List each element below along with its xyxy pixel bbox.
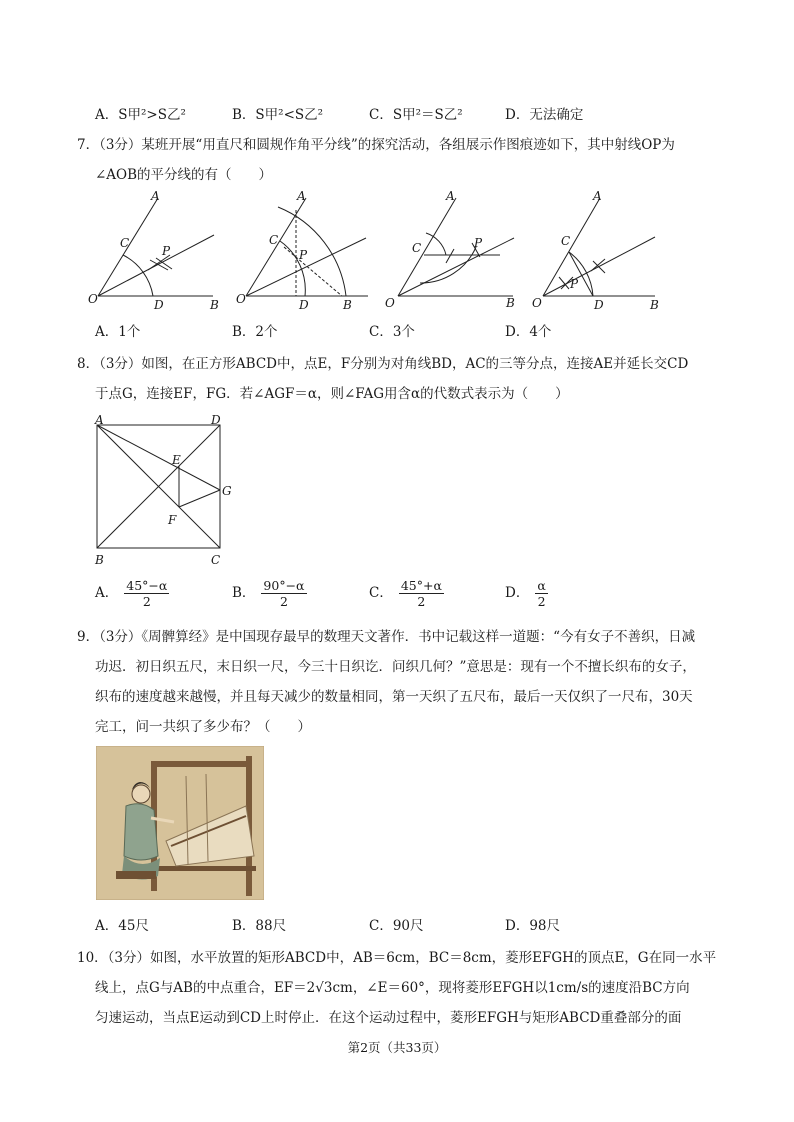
- q7-f2-label-b: B: [343, 298, 352, 312]
- q7-f1-label-o: O: [88, 292, 98, 306]
- q7-f2-label-c: C: [269, 233, 279, 247]
- q8-option-b: B． $\frac{90^\circ-\alpha}{2}$: [232, 578, 305, 609]
- q7-option-c: C．3个: [369, 324, 415, 340]
- q8-label-d: D: [211, 413, 221, 427]
- q8-figure: [88, 412, 248, 572]
- q9-line-4: 完工，问一共织了多少布？（ ）: [95, 719, 311, 735]
- q7-f2-label-a: A: [297, 189, 306, 203]
- q8-option-a: A． $\frac{45^\circ-\alpha}{2}$: [95, 578, 168, 609]
- q9-line-2: 功迟．初日织五尺，末日织一尺，今三十日织讫．问织几何？”意思是：现有一个不擅长织布的女子，: [95, 659, 696, 675]
- q7-f4-label-a: A: [593, 189, 602, 203]
- q8-label-b: B: [95, 553, 104, 567]
- q7-figure-2: [246, 198, 368, 296]
- q7-f1-label-p: P: [162, 244, 171, 258]
- q7-option-b: B．2个: [232, 324, 278, 340]
- q7-f3-label-p: P: [474, 236, 483, 250]
- q7-f2-label-d: D: [299, 298, 309, 312]
- q6-option-d: D．无法确定: [505, 107, 584, 123]
- q10-line-2: 线上，点G与AB的中点重合，EF＝2√3cm，∠E＝60°，现将菱形EFGH以1cm/s的速度沿BC方向: [95, 980, 690, 996]
- q7-f3-label-a: A: [446, 189, 455, 203]
- q8-line-1: 8．（3分）如图，在正方形ABCD中，点E，F分别为对角线BD，AC的三等分点，连接AE并延长交CD: [77, 356, 689, 372]
- q7-f2-label-o: O: [236, 292, 246, 306]
- q9-option-a: A．45尺: [95, 918, 149, 934]
- q10-line-3: 匀速运动，当点E运动到CD上时停止．在这个运动过程中，菱形EFGH与矩形ABCD重叠部分的面: [95, 1010, 682, 1026]
- q8-label-g: G: [222, 484, 232, 498]
- q9-weaving-painting: [96, 746, 264, 900]
- q8-label-c: C: [211, 553, 221, 567]
- q7-figure-4: [543, 198, 655, 296]
- q8-option-c: C． $\frac{45^\circ+\alpha}{2}$: [369, 578, 442, 609]
- q7-f1-label-a: A: [151, 189, 160, 203]
- q7-f1-label-d: D: [154, 298, 164, 312]
- q7-option-d: D．4个: [505, 324, 552, 340]
- q7-line-1: 7．（3分）某班开展“用直尺和圆规作角平分线”的探究活动，各组展示作图痕迹如下，其中射线OP为: [77, 137, 675, 153]
- q7-figure-1: [98, 198, 214, 296]
- q6-option-c: C．S甲²＝S乙²: [369, 107, 463, 123]
- q7-f4-label-c: C: [561, 234, 571, 248]
- q7-f1-label-b: B: [210, 298, 219, 312]
- q9-line-3: 织布的速度越来越慢，并且每天减少的数量相同，第一天织了五尺布，最后一天仅织了一尺布，30天: [95, 689, 693, 705]
- q7-f2-label-p: P: [299, 248, 308, 262]
- q7-f3-label-c: C: [412, 241, 422, 255]
- q7-f4-label-b: B: [650, 298, 659, 312]
- q7-option-a: A．1个: [95, 324, 141, 340]
- q7-figures: [88, 185, 678, 315]
- q7-line-2: ∠AOB的平分线的有（ ）: [95, 167, 273, 183]
- q7-f3-label-o: O: [385, 296, 395, 310]
- q9-option-b: B．88尺: [232, 918, 287, 934]
- q7-f4-label-d: D: [594, 298, 604, 312]
- q9-option-d: D．98尺: [505, 918, 561, 934]
- q8-label-f: F: [168, 513, 177, 527]
- page-footer: 第2页（共33页）: [347, 1040, 447, 1055]
- q7-f4-label-p: P: [570, 277, 579, 291]
- q6-option-b: B．S甲²<S乙²: [232, 107, 324, 123]
- q8-line-2: 于点G，连接EF，FG．若∠AGF＝α，则∠FAG用含α的代数式表示为（ ）: [95, 386, 569, 402]
- q7-f4-label-o: O: [532, 296, 542, 310]
- q8-option-d: D． $\frac{\alpha}{2}$: [505, 578, 546, 609]
- q10-line-1: 10．（3分）如图，水平放置的矩形ABCD中，AB＝6cm，BC＝8cm，菱形EFGH的顶点E，G在同一水平: [77, 950, 717, 966]
- q6-option-a: A．S甲²>S乙²: [95, 107, 186, 123]
- q7-f3-label-b: B: [506, 296, 515, 310]
- q8-label-a: A: [95, 413, 104, 427]
- q9-line-1: 9．（3分）《周髀算经》是中国现存最早的数理天文著作．书中记载这样一道题：“今有女子不善织，日减: [77, 629, 696, 645]
- q8-label-e: E: [172, 453, 181, 467]
- q7-f1-label-c: C: [120, 236, 130, 250]
- q9-option-c: C．90尺: [369, 918, 424, 934]
